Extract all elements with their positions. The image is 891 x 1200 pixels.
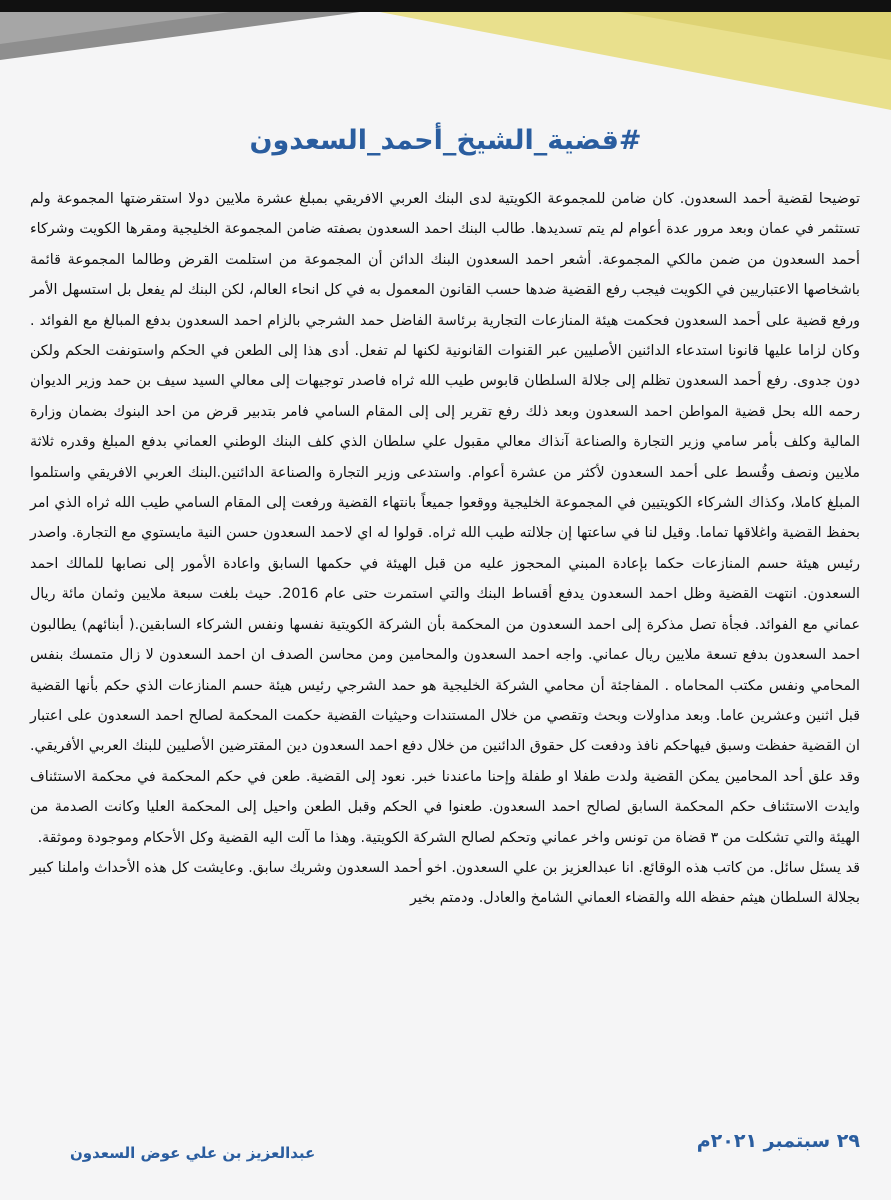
footer [30, 1130, 860, 1176]
date-line: ٢٩ سبتمبر ٢٠٢١م [696, 1130, 860, 1152]
signature: عبدالعزيز بن علي عوض السعدون [70, 1144, 316, 1162]
header-decoration [0, 0, 891, 120]
paragraph: توضيحا لقضية أحمد السعدون. كان ضامن للمجموعة الكويتية لدى البنك العربي الافريقي بمبلغ عشرة ملايين دولا استقرضتها المجموعة ولم تستثمر في عمان وبعد مرور عدة أعوام لم يتم تسديدها. طالب البنك احمد السعدون بصفته ضامن المجموعة الخليجية ومقرها الكويت وشركاء أحمد السعدون من ضمن مالكي المجموعة. أشعر احمد السعدون البنك الدائن أن المجموعة من استلمت القرض وطالما المجموعة قائمة باشخاصها الاعتباريين في الكويت فيجب رفع القضية ضدها حسب القانون المعمول به في كل انحاء العالم، لكن البنك لم يفعل بل استسهل الأمر ورفع قضية على أحمد السعدون فحكمت هيئة المنازعات التجارية برئاسة الفاضل حمد الشرجي بالزام احمد السعدون بدفع المبالغ مع الفوائد . وكان لزاما عليها قانونا استدعاء الدائنين الأصليين عبر القنوات القانونية لكنها لم تفعل. أدى هذا إلى الطعن في الحكم واستونفت الحكم ولكن دون جدوى. رفع أحمد السعدون تظلم إلى جلالة السلطان قابوس طيب الله ثراه فاصدر توجيهات إلى معالي السيد سيف بن حمد وزير الديوان رحمه الله بحل قضية المواطن احمد السعدون وبعد ذلك رفع تقرير إلى إلى المقام السامي فامر بتدبير قرض من احد البنوك بضمان وزارة المالية وكلف بأمر سامي وزير التجارة والصناعة آنذاك معالي مقبول علي سلطان الذي كلف البنك الوطني العماني بدفع المبلغ وقدره ثلاثة ملايين ونصف وقُسط على أحمد السعدون لأكثر من عشرة أعوام. واستدعى وزير التجارة والصناعة الدائنين.البنك العربي الافريقي واستلموا المبلغ كاملا، وكذاك الشركاء الكويتيين في المجموعة الخليجية ووقعوا جميعاً بانتهاء القضية ورفعت إلى المقام السامي طيب الله ثراه الذي امر بحفظ القضية واغلاقها تماما. وقيل لنا في ساعتها إن جلالته طيب الله ثراه. قولوا له اي لاحمد السعدون حسن النية مايستوي مع التجارة. واصدر رئيس هيئة حسم المنازعات حكما بإعادة المبني المحجوز عليه من قبل الهيئة في حكمها السابق واعادة الأمور إلى نصابها للمالك احمد السعدون. انتهت القضية وظل احمد السعدون يدفع أقساط البنك والتي استمرت حتى عام 2016. حيث بلغت سبعة ملايين وثمان مائة ريال عماني مع الفوائد. فجأة تصل مذكرة إلى احمد السعدون من المحكمة بأن الشركة الكويتية نفسها ونفس الشركاء السابقين.( أبنائهم) يطالبون احمد السعدون بدفع تسعة ملايين ريال عماني. واجه احمد السعدون والمحامين ومن محاسن الصدف ان احمد السعدون لا زال متمسك بنفس المحامي ونفس مكتب المحاماه . المفاجئة أن محامي الشركة الخليجية هو حمد الشرجي رئيس هيئة حسم المنازعات الذي حكم بأنها القضية قبل اثنين وعشرين عاما. وبعد مداولات وبحث وتقصي من خلال المستندات وحيثيات القضية حكمت المحكمة لصالح احمد السعدون على اعتبار ان القضية حفظت وسبق فيهاحكم نافذ ودفعت كل حقوق الدائنين من خلال دفع احمد السعدون دين المقترضين الأصليين للبنك العربي الأفريقي. وقد علق أحد المحامين يمكن القضية ولدت طفلا او طفلة وإحنا ماعندنا خبر. نعود إلى القضية. طعن في حكم المحكمة في محكمة الاستئناف وايدت الاستئناف حكم المحكمة السابق لصالح احمد السعدون. طعنوا في الحكم وقبل الطعن واحيل إلى المحكمة العليا وكانت الصدمة من الهيئة والتي تشكلت من ٣ قضاة من تونس واخر عماني وتحكم لصالح الشركة الكويتية. وهذا ما آلت اليه القضية وكل الأحكام وموجودة وموثقة. [30, 191, 860, 846]
paragraph: قد يسئل سائل. من كاتب هذه الوقائع. انا عبدالعزيز بن علي السعدون. اخو أحمد السعدون وشريك سابق. وعايشت كل هذه الأحداث واملنا كبير بجلالة السلطان هيثم حفظه الله والقضاء العماني الشامخ والعادل. ودمتم بخير [30, 859, 860, 907]
article-body [30, 184, 860, 914]
page-title: #قضية_الشيخ_أحمد_السعدون [249, 125, 642, 156]
